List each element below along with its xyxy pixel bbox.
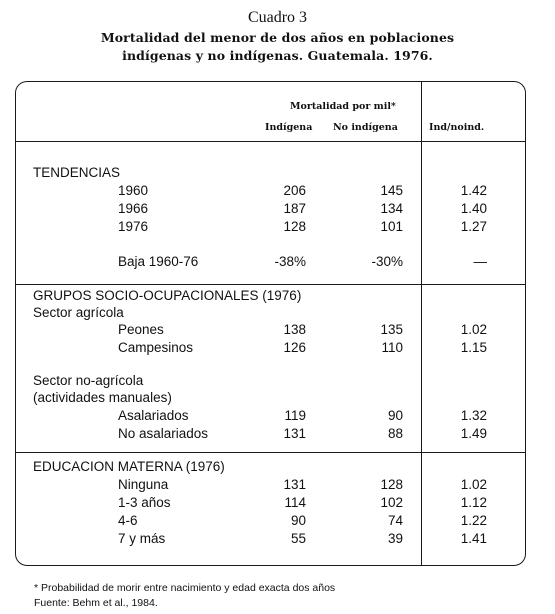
subsection-sector-agricola: Sector agrícola (33, 305, 124, 320)
cell-indigena: 187 (283, 201, 306, 216)
cell-no-indigena: 90 (387, 408, 403, 423)
cell-indigena: 131 (283, 477, 306, 492)
section-divider-educacion (15, 452, 526, 453)
cell-ratio: 1.22 (460, 513, 487, 528)
cell-no-indigena: 102 (380, 495, 403, 510)
row-label: 7 y más (118, 531, 166, 546)
cell-indigena: 206 (283, 183, 306, 198)
cell-indigena: 131 (283, 426, 306, 441)
cell-ratio: 1.42 (460, 183, 487, 198)
footnote: * Probabilidad de morir entre nacimiento y edad exacta dos años (34, 582, 336, 594)
cell-ratio: 1.27 (460, 219, 487, 234)
cell-no-indigena: 39 (387, 531, 403, 546)
header-no-indigena: No indígena (333, 122, 398, 133)
row-label: 1-3 años (118, 495, 171, 510)
section-title-tendencias: TENDENCIAS (33, 165, 121, 180)
ratio-column-divider (421, 81, 422, 566)
cell-ratio: 1.32 (460, 408, 487, 423)
section-divider-grupos (15, 284, 526, 285)
cell-ratio: — (473, 254, 487, 269)
cell-no-indigena: 145 (380, 183, 403, 198)
cell-indigena: 90 (290, 513, 306, 528)
cell-indigena: -38% (274, 254, 306, 269)
row-label: No asalariados (118, 426, 209, 441)
row-label: 1976 (118, 219, 149, 234)
cell-no-indigena: 135 (380, 322, 403, 337)
table-number: Cuadro 3 (247, 9, 308, 26)
row-label: 1966 (118, 201, 149, 216)
header-divider (15, 141, 526, 142)
row-label: 4-6 (118, 513, 138, 528)
cell-no-indigena: 88 (387, 426, 403, 441)
header-ratio: Ind/noind. (429, 122, 485, 133)
cell-indigena: 114 (284, 495, 306, 510)
section-title-educacion: EDUCACION MATERNA (1976) (33, 459, 225, 474)
source-note: Fuente: Behm et al., 1984. (34, 597, 158, 609)
cell-indigena: 128 (283, 219, 306, 234)
row-label: Peones (118, 322, 164, 337)
cell-ratio: 1.02 (460, 322, 487, 337)
row-label: Campesinos (118, 340, 194, 355)
header-indigena: Indígena (265, 122, 313, 133)
row-label: 1960 (118, 183, 149, 198)
cell-indigena: 138 (283, 322, 306, 337)
cell-ratio: 1.40 (460, 201, 487, 216)
cell-ratio: 1.02 (460, 477, 487, 492)
row-label: Ninguna (118, 477, 169, 492)
cell-indigena: 55 (290, 531, 306, 546)
cell-ratio: 1.41 (460, 531, 487, 546)
cell-ratio: 1.49 (460, 426, 487, 441)
cell-indigena: 119 (284, 408, 306, 423)
cell-no-indigena: 134 (380, 201, 403, 216)
section-title-grupos: GRUPOS SOCIO-OCUPACIONALES (1976) (33, 288, 302, 303)
subsection-sector-no-agricola: Sector no-agrícola (33, 373, 144, 388)
cell-ratio: 1.12 (460, 495, 487, 510)
cell-no-indigena: 74 (387, 513, 403, 528)
cell-indigena: 126 (283, 340, 306, 355)
table-title-line-1: Mortalidad del menor de dos años en poblaciones (100, 30, 455, 45)
cell-no-indigena: 128 (380, 477, 403, 492)
subsection-sector-no-agricola-note: (actividades manuales) (33, 390, 172, 405)
cell-no-indigena: -30% (371, 254, 403, 269)
row-label: Asalariados (118, 408, 189, 423)
cell-ratio: 1.15 (460, 340, 487, 355)
row-label: Baja 1960-76 (118, 254, 199, 269)
cell-no-indigena: 101 (380, 219, 403, 234)
cell-no-indigena: 110 (381, 340, 403, 355)
table-title-line-2: indígenas y no indígenas. Guatemala. 1976. (122, 48, 433, 63)
header-mortality-group: Mortalidad por mil* (290, 101, 396, 112)
